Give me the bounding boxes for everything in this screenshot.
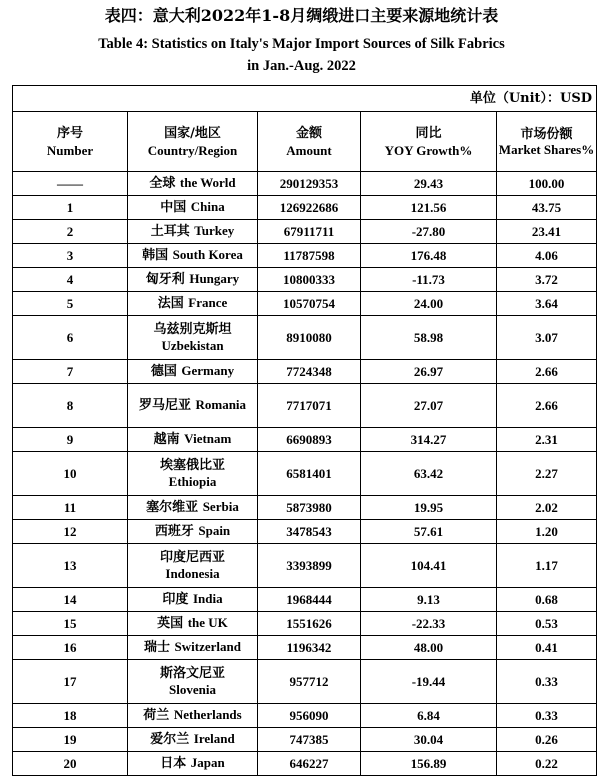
row-number: 8: [13, 384, 128, 428]
row-amount: 747385: [258, 728, 361, 752]
country-name-cn: 西班牙: [154, 524, 194, 539]
country-name-en: Germany: [181, 363, 235, 378]
table-row: [13, 384, 597, 428]
row-share: 2.27: [497, 452, 597, 496]
row-amount: 957712: [258, 660, 361, 704]
table-row: [13, 660, 597, 704]
row-growth: 176.48: [361, 244, 497, 268]
row-share: 0.33: [497, 660, 597, 704]
row-amount: 1196342: [258, 636, 361, 660]
header-number-cn: 序号: [56, 125, 83, 141]
country-name-en: Ireland: [193, 731, 235, 746]
country-name-en: Uzbekistan: [161, 337, 224, 353]
row-country: [128, 244, 258, 268]
table-row: [13, 172, 597, 196]
row-share: 1.17: [497, 544, 597, 588]
row-growth: 30.04: [361, 728, 497, 752]
row-amount: 8910080: [258, 316, 361, 360]
row-share: 3.64: [497, 292, 597, 316]
row-growth: 63.42: [361, 452, 497, 496]
country-name-cn: 土耳其: [150, 224, 190, 239]
row-amount: 7724348: [258, 360, 361, 384]
row-number: 7: [13, 360, 128, 384]
country-name-cn: 埃塞俄比亚: [159, 457, 225, 473]
row-amount: 1968444: [258, 588, 361, 612]
row-number: 12: [13, 520, 128, 544]
country-name-cn: 罗马尼亚: [138, 398, 191, 413]
row-growth: 314.27: [361, 428, 497, 452]
row-amount: 6581401: [258, 452, 361, 496]
country-name-cn: 印度尼西亚: [159, 549, 225, 565]
header-growth: [361, 112, 497, 172]
table-row: [13, 520, 597, 544]
row-amount: 10800333: [258, 268, 361, 292]
title-chinese: 表四：意大利2022年1-8月绸缎进口主要来源地统计表: [104, 6, 499, 25]
table-row: [13, 428, 597, 452]
row-growth: 26.97: [361, 360, 497, 384]
row-amount: 956090: [258, 704, 361, 728]
row-number: 16: [13, 636, 128, 660]
row-number: 10: [13, 452, 128, 496]
row-country: [128, 544, 258, 588]
header-share-en: Market Shares%: [498, 141, 595, 157]
row-growth: 24.00: [361, 292, 497, 316]
row-share: 23.41: [497, 220, 597, 244]
row-number: 15: [13, 612, 128, 636]
country-name-en: India: [192, 591, 223, 606]
row-growth: 27.07: [361, 384, 497, 428]
row-number: 17: [13, 660, 128, 704]
row-amount: 10570754: [258, 292, 361, 316]
row-share: 2.66: [497, 360, 597, 384]
table-row: [13, 496, 597, 520]
country-name-en: Turkey: [194, 223, 235, 238]
row-amount: 7717071: [258, 384, 361, 428]
country-name-cn: 全球: [149, 176, 176, 191]
row-share: 100.00: [497, 172, 597, 196]
row-amount: 11787598: [258, 244, 361, 268]
country-name-cn: 荷兰: [143, 708, 170, 723]
table-row: [13, 728, 597, 752]
row-country: [128, 728, 258, 752]
table-row: [13, 220, 597, 244]
row-number: 11: [13, 496, 128, 520]
row-number: 14: [13, 588, 128, 612]
header-amount-cn: 金额: [295, 125, 322, 141]
title-english-line1: Table 4: Statistics on Italy's Major Import Sources of Silk Fabrics: [98, 36, 505, 52]
table-row: [13, 636, 597, 660]
row-number: 9: [13, 428, 128, 452]
row-country: [128, 428, 258, 452]
country-name-cn: 爱尔兰: [150, 732, 190, 747]
row-number: 6: [13, 316, 128, 360]
header-country-en: Country/Region: [147, 142, 238, 158]
country-name-cn: 韩国: [142, 248, 169, 263]
row-share: 3.07: [497, 316, 597, 360]
row-growth: 58.98: [361, 316, 497, 360]
table-row: [13, 452, 597, 496]
row-number: 18: [13, 704, 128, 728]
row-country: [128, 588, 258, 612]
country-name-en: Serbia: [202, 499, 239, 514]
country-name-cn: 英国: [157, 616, 184, 631]
country-name-en: South Korea: [172, 247, 243, 262]
row-share: 4.06: [497, 244, 597, 268]
table-row: [13, 704, 597, 728]
row-share: 1.20: [497, 520, 597, 544]
row-amount: 290129353: [258, 172, 361, 196]
country-name-cn: 中国: [160, 200, 187, 215]
row-country: [128, 316, 258, 360]
row-country: [128, 612, 258, 636]
row-growth: -22.33: [361, 612, 497, 636]
row-country: [128, 360, 258, 384]
table-row: [13, 612, 597, 636]
table-row: [13, 268, 597, 292]
country-name-cn: 日本: [160, 756, 187, 771]
row-number: 19: [13, 728, 128, 752]
row-share: 2.31: [497, 428, 597, 452]
country-name-cn: 匈牙利: [145, 272, 185, 287]
row-share: 0.33: [497, 704, 597, 728]
row-number: 5: [13, 292, 128, 316]
row-amount: 3393899: [258, 544, 361, 588]
unit-label: 单位（Unit）：USD: [13, 86, 597, 112]
row-share: 0.22: [497, 752, 597, 776]
row-amount: 5873980: [258, 496, 361, 520]
row-growth: 29.43: [361, 172, 497, 196]
header-number: [13, 112, 128, 172]
header-growth-en: YOY Growth%: [384, 142, 473, 158]
row-share: 0.53: [497, 612, 597, 636]
country-name-en: Ethiopia: [168, 473, 217, 489]
row-number: 13: [13, 544, 128, 588]
row-growth: 57.61: [361, 520, 497, 544]
row-number: 20: [13, 752, 128, 776]
country-name-en: Switzerland: [174, 639, 241, 654]
row-growth: 9.13: [361, 588, 497, 612]
row-country: [128, 704, 258, 728]
country-name-en: Indonesia: [165, 565, 220, 581]
country-name-en: Spain: [198, 523, 231, 538]
country-name-en: China: [190, 199, 225, 214]
row-country: [128, 196, 258, 220]
header-amount-en: Amount: [286, 142, 332, 158]
table-row: [13, 544, 597, 588]
country-name-en: France: [188, 295, 228, 310]
row-growth: 104.41: [361, 544, 497, 588]
country-name-en: Vietnam: [184, 431, 232, 446]
country-name-cn: 德国: [150, 364, 177, 379]
row-share: 43.75: [497, 196, 597, 220]
country-name-cn: 法国: [157, 296, 184, 311]
row-growth: 19.95: [361, 496, 497, 520]
row-share: 2.66: [497, 384, 597, 428]
table-row: [13, 292, 597, 316]
row-share: 0.41: [497, 636, 597, 660]
row-country: [128, 496, 258, 520]
row-share: 0.68: [497, 588, 597, 612]
country-name-en: Romania: [195, 397, 247, 412]
row-amount: 126922686: [258, 196, 361, 220]
row-country: [128, 268, 258, 292]
header-share: [497, 112, 597, 172]
header-number-en: Number: [46, 142, 94, 158]
row-country: [128, 660, 258, 704]
table-row: [13, 196, 597, 220]
table-row: [13, 244, 597, 268]
row-share: 3.72: [497, 268, 597, 292]
header-amount: [258, 112, 361, 172]
title-english-line2: in Jan.-Aug. 2022: [247, 58, 356, 74]
table-row: [13, 316, 597, 360]
header-share-cn: 市场份额: [520, 126, 573, 142]
country-name-cn: 塞尔维亚: [146, 500, 199, 515]
table-row: [13, 752, 597, 776]
country-name-en: the World: [179, 175, 236, 190]
country-name-en: the UK: [187, 615, 228, 630]
row-growth: 48.00: [361, 636, 497, 660]
country-name-en: Netherlands: [173, 707, 242, 722]
country-name-cn: 越南: [153, 432, 180, 447]
row-amount: 1551626: [258, 612, 361, 636]
table-row: [13, 588, 597, 612]
row-growth: -19.44: [361, 660, 497, 704]
import-sources-table: [12, 85, 597, 776]
unit-row: [13, 86, 597, 112]
row-country: [128, 520, 258, 544]
row-country: [128, 172, 258, 196]
header-country: [128, 112, 258, 172]
row-growth: -27.80: [361, 220, 497, 244]
row-number: 1: [13, 196, 128, 220]
row-number: 3: [13, 244, 128, 268]
row-growth: 121.56: [361, 196, 497, 220]
row-country: [128, 292, 258, 316]
country-name-cn: 印度: [162, 592, 189, 607]
row-amount: 3478543: [258, 520, 361, 544]
row-country: [128, 752, 258, 776]
row-number: 4: [13, 268, 128, 292]
row-growth: 156.89: [361, 752, 497, 776]
country-name-cn: 瑞士: [144, 640, 171, 655]
row-country: [128, 636, 258, 660]
country-name-cn: 乌兹别克斯坦: [153, 321, 232, 337]
row-amount: 6690893: [258, 428, 361, 452]
header-row: [13, 112, 597, 172]
row-share: 2.02: [497, 496, 597, 520]
row-country: [128, 384, 258, 428]
row-growth: 6.84: [361, 704, 497, 728]
row-amount: 646227: [258, 752, 361, 776]
row-amount: 67911711: [258, 220, 361, 244]
row-growth: -11.73: [361, 268, 497, 292]
header-country-cn: 国家/地区: [164, 125, 221, 141]
row-share: 0.26: [497, 728, 597, 752]
row-country: [128, 452, 258, 496]
country-name-cn: 斯洛文尼亚: [159, 665, 225, 681]
row-number: ——: [13, 172, 128, 196]
row-number: 2: [13, 220, 128, 244]
table-row: [13, 360, 597, 384]
country-name-en: Hungary: [189, 271, 240, 286]
row-country: [128, 220, 258, 244]
country-name-en: Japan: [190, 755, 225, 770]
country-name-en: Slovenia: [169, 681, 216, 697]
header-growth-cn: 同比: [415, 125, 442, 141]
